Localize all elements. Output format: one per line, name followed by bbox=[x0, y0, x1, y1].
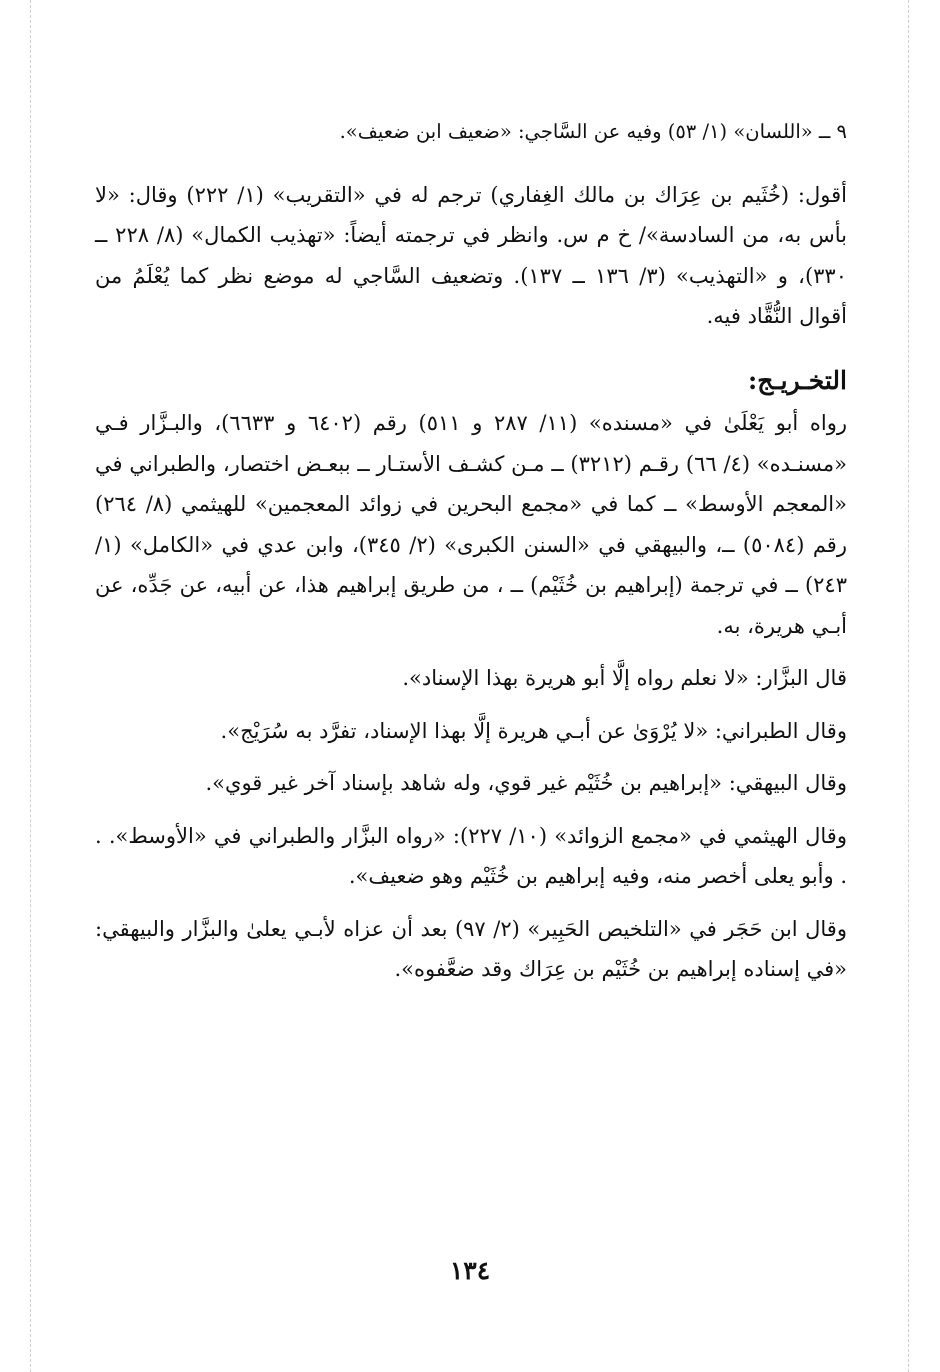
right-guide-line bbox=[908, 0, 909, 1372]
quote-tabarani: وقال الطبراني: «لا يُرْوَىٰ عن أبـي هريرة إلَّا بهذا الإسناد، تفرَّد به سُرَيْج». bbox=[220, 718, 847, 743]
footnote: ٩ ــ «اللسان» (١/ ٥٣) وفيه عن السَّاجي: «ضعيف ابن ضعيف». bbox=[339, 120, 847, 143]
quote-haythami: وقال الهيثمي في «مجمع الزوائد» (١٠/ ٢٢٧): «رواه البزَّار والطبراني في «الأوسط». . . وأبو يعلى أخصر منه، وفيه إبراهيم بن خُثَيْم وهو ضعيف». bbox=[95, 823, 847, 888]
quote-bazzar: قال البزَّار: «لا نعلم رواه إلَّا أبو هريرة بهذا الإسناد». bbox=[402, 666, 847, 690]
section-heading: التخـريـج: bbox=[747, 365, 847, 395]
left-guide-line bbox=[30, 0, 31, 1372]
takhrij-paragraph: رواه أبو يَعْلَىٰ في «مسنده» (١١/ ٢٨٧ و ٥١١) رقم (٦٤٠٢ و ٦٦٣٣)، والبـزَّار فـي «مسنـده» (٤/ ٦٦) رقـم (٣٢١٢) ــ مـن كشـف الأستـار ــ ببعـض اختصار، والطبراني في «المعجم الأوسط» ــ كما في «مجمع البحرين في زوائد المعجمين» للهيثمي (٨/ ٢٦٤) رقم (٥٠٨٤) ــ، والبيهقي في «السنن الكبرى» (٢/ ٣٤٥)، وابن عدي في «الكامل» (١/ ٢٤٣) ــ في ترجمة (إبراهيم بن خُثَيْم) ــ ، من طريق إبراهيم هذا، عن أبيه، عن جَدِّه، عن أبـي هريرة، به. bbox=[95, 411, 848, 638]
page-body bbox=[95, 112, 847, 1002]
commentary-paragraph: أقول: (خُثَيم بن عِرَاك بن مالك الغِفاري) ترجم له في «التقريب» (١/ ٢٢٢) وقال: «لا بأس به، من السادسة»/ خ م س. وانظر في ترجمته أيضاً: «تهذيب الكمال» (٨/ ٢٢٨ ــ ٣٣٠)، و «التهذيب» (٣/ ١٣٦ ــ ١٣٧). وتضعيف السَّاجي له موضع نظر كما يُعْلَمُ من أقوال النُّقَّاد فيه. bbox=[95, 182, 847, 328]
page-number: ١٣٤ bbox=[449, 1256, 491, 1285]
quote-ibn-hajar: وقال ابن حَجَر في «التلخيص الحَبِير» (٢/ ٩٧) بعد أن عزاه لأبـي يعلىٰ والبزَّار والبيهقي: «في إسناده إبراهيم بن خُثَيْم بن عِرَاك وقد ضعَّفوه». bbox=[95, 916, 847, 981]
quote-bayhaqi: وقال البيهقي: «إبراهيم بن خُثَيْم غير قوي، وله شاهد بإسناد آخر غير قوي». bbox=[205, 771, 847, 795]
